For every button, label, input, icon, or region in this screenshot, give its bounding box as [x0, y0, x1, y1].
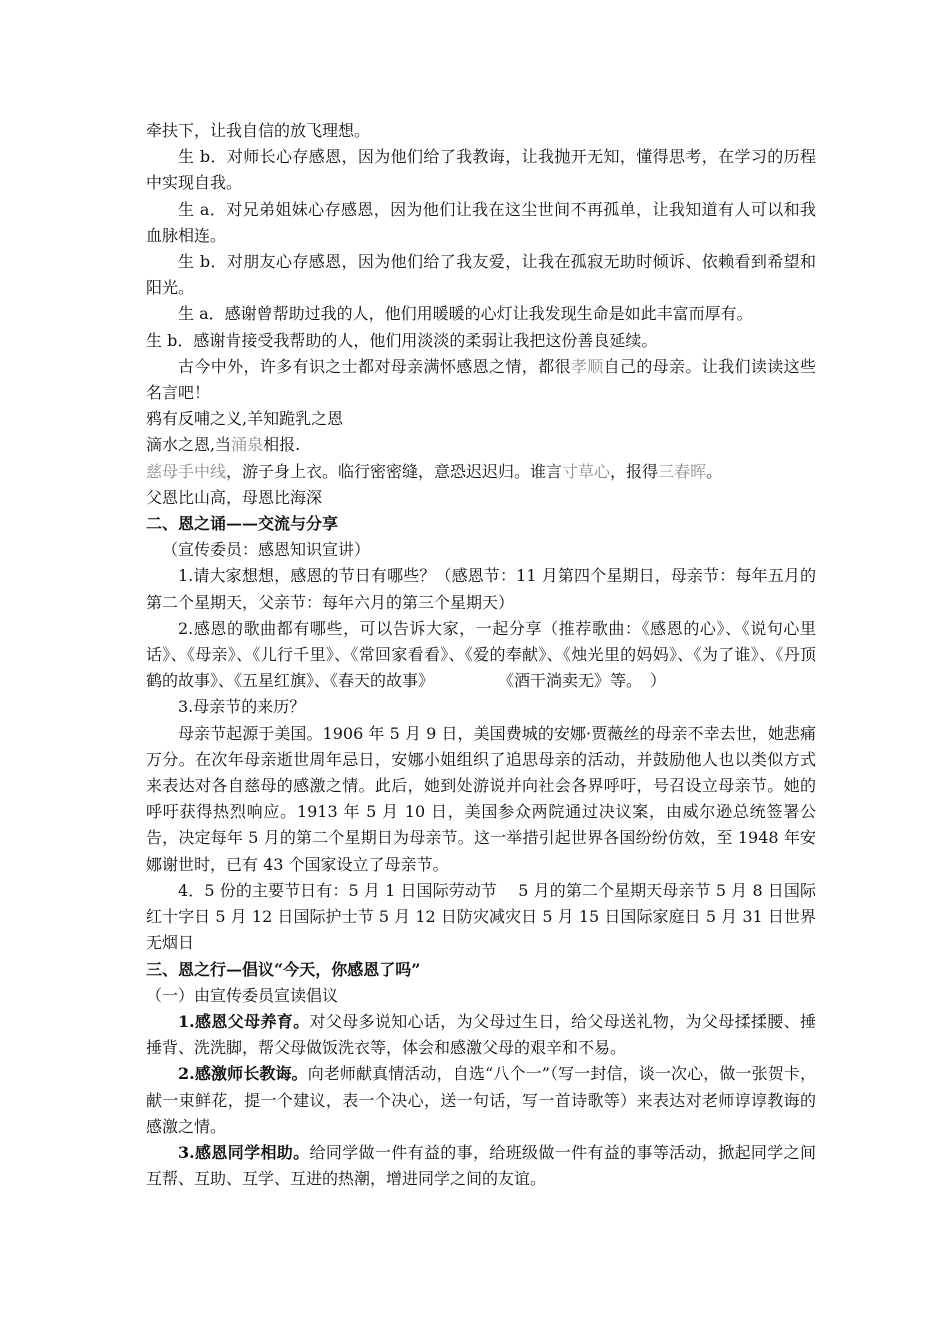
paragraph	[146, 694, 816, 720]
bold-text: 3.感恩同学相助。	[178, 1142, 310, 1162]
text-run: 自己的母亲。让我们读读这些名言吧！	[146, 356, 816, 403]
text-run: 生 b．感谢肯接受我帮助的人，他们用淡淡的柔弱让我把这份善良延续。	[146, 330, 658, 350]
paragraph	[146, 197, 816, 249]
text-run: 鸦有反哺之义,羊知跪乳之恩	[146, 409, 344, 429]
text-run: （一）由宣传委员宣读倡议	[146, 985, 339, 1005]
text-run: ，游子身上衣。临行密密缝，意恐迟迟归。谁言	[226, 461, 563, 481]
text-run: 父恩比山高，母恩比海深	[146, 487, 323, 507]
section-heading	[146, 511, 816, 537]
paragraph	[146, 616, 816, 695]
text-run: 给同学做一件有益的事，给班级做一件有益的事等活动，掀起同学之间互帮、互助、互学、互进的热潮，增进同学之间的友谊。	[146, 1142, 816, 1189]
paragraph	[146, 406, 816, 432]
bold-text: 1.感恩父母养育。	[178, 1011, 310, 1031]
text-run: 生 b．对师长心存感恩，因为他们给了我教诲，让我抛开无知，懂得思考，在学习的历程中实现自我。	[146, 147, 816, 193]
link-text: 孝顺	[570, 356, 604, 376]
text-run: （宣传委员：感恩知识宣讲）	[162, 540, 371, 560]
text-run: 对父母多说知心话，为父母过生日，给父母送礼物，为父母揉揉腰、捶捶背、洗洗脚，帮父母做饭洗衣等，体会和感激父母的艰辛和不易。	[146, 1011, 816, 1058]
paragraph	[146, 1061, 816, 1140]
text-run: 古今中外，许多有识之士都对母亲满怀感恩之情，都很	[178, 356, 571, 376]
paragraph	[146, 328, 816, 354]
text-run: 2.感恩的歌曲都有哪些，可以告诉大家，一起分享（推荐歌曲：《感恩的心》、《说句心里话》、《母亲》、《儿行千里》、《常回家看看》、《爱的奉献》、《烛光里的妈妈》、《为了谁》、《丹顶鹤的故事》、《五星红旗》、《春天的故事》 《酒干淌卖无》等。 ）	[146, 618, 816, 691]
paragraph	[146, 485, 816, 511]
paragraph	[146, 354, 816, 406]
text-run: 相报.	[263, 435, 301, 455]
paragraph	[146, 1009, 816, 1061]
paragraph	[146, 983, 816, 1009]
text-run: 母亲节起源于美国。1906 年 5 月 9 日，美国费城的安娜·贾薇丝的母亲不幸去世，她悲痛万分。在次年母亲逝世周年忌日，安娜小姐组织了追思母亲的活动，并鼓励他人也以类似方式来表达对各自慈母的感激之情。此后，她到处游说并向社会各界呼吁，号召设立母亲节。她的呼吁获得热烈响应。1913 年 5 月 10 日，美国参众两院通过决议案，由威尔逊总统签署公告，决定每年 5 月的第二个星期日为母亲节。这一举措引起世界各国纷纷仿效，至 1948 年安娜谢世时，已有 43 个国家设立了母亲节。	[146, 723, 816, 874]
document-body	[146, 118, 816, 1192]
paragraph	[146, 459, 816, 485]
text-run: 4．5 份的主要节日有：5 月 1 日国际劳动节 5 月的第二个星期天母亲节 5 月 8 日国际红十字日 5 月 12 日国际护士节 5 月 12 日防灾减灾日 5 月 15 日国际家庭日 5 月 31 日世界无烟日	[146, 880, 816, 953]
paragraph	[146, 563, 816, 615]
paragraph	[146, 432, 816, 458]
text-run: 三、恩之行—倡议“今天，你感恩了吗”	[146, 959, 421, 979]
link-text: 涌泉	[231, 435, 264, 455]
paragraph	[146, 721, 816, 878]
link-text: 寸草心	[562, 461, 611, 481]
paragraph	[146, 144, 816, 196]
paragraph	[146, 1140, 816, 1192]
paragraph	[146, 118, 816, 144]
text-run: 生 a．对兄弟姐妹心存感恩，因为他们让我在这尘世间不再孤单，让我知道有人可以和我血脉相连。	[146, 199, 816, 245]
paragraph	[146, 537, 816, 563]
text-run: 生 b．对朋友心存感恩，因为他们给了我友爱，让我在孤寂无助时倾诉、依赖看到希望和阳光。	[146, 252, 816, 298]
link-text: 三春晖	[658, 461, 707, 481]
text-run: 3.母亲节的来历？	[178, 697, 306, 717]
section-heading	[146, 957, 816, 983]
text-run: 生 a．感谢曾帮助过我的人，他们用暖暖的心灯让我发现生命是如此丰富而厚有。	[178, 304, 753, 324]
text-run: 向老师献真情活动，自选“八个一”（写一封信，谈一次心，做一张贺卡，献一束鲜花，提一个建议，表一个决心，送一句话，写一首诗歌等）来表达对老师谆谆教诲的感激之情。	[146, 1064, 816, 1136]
paragraph	[146, 301, 816, 327]
text-run: 牵扶下，让我自信的放飞理想。	[146, 121, 371, 140]
text-run: ，报得	[610, 461, 659, 481]
text-run: 滴水之恩,当	[146, 435, 232, 455]
link-text: 慈母手中线	[146, 461, 227, 481]
text-run: 。	[706, 461, 723, 481]
paragraph	[146, 878, 816, 957]
text-run: 1.请大家想想，感恩的节日有哪些？（感恩节：11 月第四个星期日，母亲节：每年五月的第二个星期天，父亲节：每年六月的第三个星期天）	[146, 566, 816, 612]
bold-text: 2.感激师长教诲。	[178, 1064, 308, 1084]
paragraph	[146, 249, 816, 301]
text-run: 二、恩之诵——交流与分享	[146, 514, 339, 534]
